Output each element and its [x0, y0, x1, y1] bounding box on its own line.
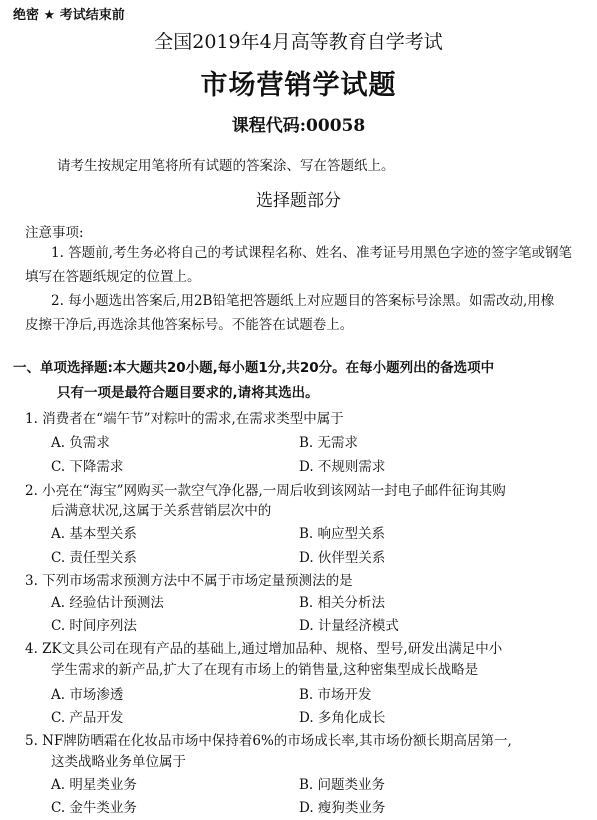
q3-option-a: A. 经验估计预测法 [51, 595, 164, 611]
section-heading-cont: 只有一项是最符合题目要求的,请将其选出。 [57, 385, 319, 401]
note-item-2-cont: 皮擦干净后,再选涂其他答案标号。不能答在试题卷上。 [25, 317, 354, 333]
q4-option-d: D. 多角化成长 [299, 710, 386, 726]
q4-option-c: C. 产品开发 [51, 710, 124, 726]
question-1-stem: 1. 消费者在“端午节”对粽叶的需求,在需求类型中属于 [25, 411, 344, 427]
q1-option-b: B. 无需求 [299, 435, 359, 451]
subject-title: 市场营销学试题 [200, 70, 397, 101]
section-heading: 一、单项选择题:本大题共20小题,每小题1分,共20分。在每小题列出的备选项中 [13, 360, 495, 376]
note-item-2: 2. 每小题选出答案后,用2B铅笔把答题纸上对应题目的答案标号涂黑。如需改动,用橡 [51, 293, 555, 309]
confidential-label: 绝密 ★ 考试结束前 [13, 8, 125, 23]
q3-option-b: B. 相关分析法 [299, 595, 386, 611]
q5-option-c: C. 金牛类业务 [51, 800, 137, 816]
q4-option-b: B. 市场开发 [299, 687, 372, 703]
question-4-stem: 4. ZK文具公司在现有产品的基础上,通过增加品种、规格、型号,研发出满足中小 [25, 641, 503, 657]
q5-option-d: D. 瘦狗类业务 [299, 800, 386, 816]
question-3-stem: 3. 下列市场需求预测方法中不属于市场定量预测法的是 [25, 573, 353, 589]
q4-option-a: A. 市场渗透 [51, 687, 124, 703]
note-item-1-cont: 填写在答题纸规定的位置上。 [25, 269, 201, 285]
part-title: 选择题部分 [256, 191, 341, 211]
question-5-stem-cont: 这类战略业务单位属于 [51, 754, 186, 770]
question-4-stem-cont: 学生需求的新产品,扩大了在现有市场上的销售量,这种密集型成长战略是 [51, 662, 479, 678]
q2-option-d: D. 伙伴型关系 [299, 550, 386, 566]
notes-title: 注意事项: [25, 225, 84, 241]
q5-option-a: A. 明星类业务 [51, 777, 137, 793]
q2-option-a: A. 基本型关系 [51, 526, 137, 542]
exam-title: 全国2019年4月高等教育自学考试 [154, 31, 443, 53]
note-item-1: 1. 答题前,考生务必将自己的考试课程名称、姓名、准考证号用黑色字迹的签字笔或钢笔 [51, 245, 572, 261]
question-5-stem: 5. NF牌防晒霜在化妆品市场中保持着6%的市场成长率,其市场份额长期高居第一, [25, 733, 512, 749]
q1-option-c: C. 下降需求 [51, 459, 124, 475]
q3-option-d: D. 计量经济模式 [299, 618, 399, 634]
q2-option-b: B. 响应型关系 [299, 526, 386, 542]
q1-option-a: A. 负需求 [51, 435, 110, 451]
answer-instruction: 请考生按规定用笔将所有试题的答案涂、写在答题纸上。 [57, 158, 395, 174]
question-2-stem: 2. 小亮在“海宝”网购买一款空气净化器,一周后收到该网站一封电子邮件征询其购 [25, 483, 506, 499]
q5-option-b: B. 问题类业务 [299, 777, 386, 793]
question-2-stem-cont: 后满意状况,这属于关系营销层次中的 [51, 503, 272, 519]
course-code: 课程代码:00058 [231, 116, 366, 136]
q2-option-c: C. 责任型关系 [51, 550, 137, 566]
q3-option-c: C. 时间序列法 [51, 618, 137, 634]
q1-option-d: D. 不规则需求 [299, 459, 386, 475]
